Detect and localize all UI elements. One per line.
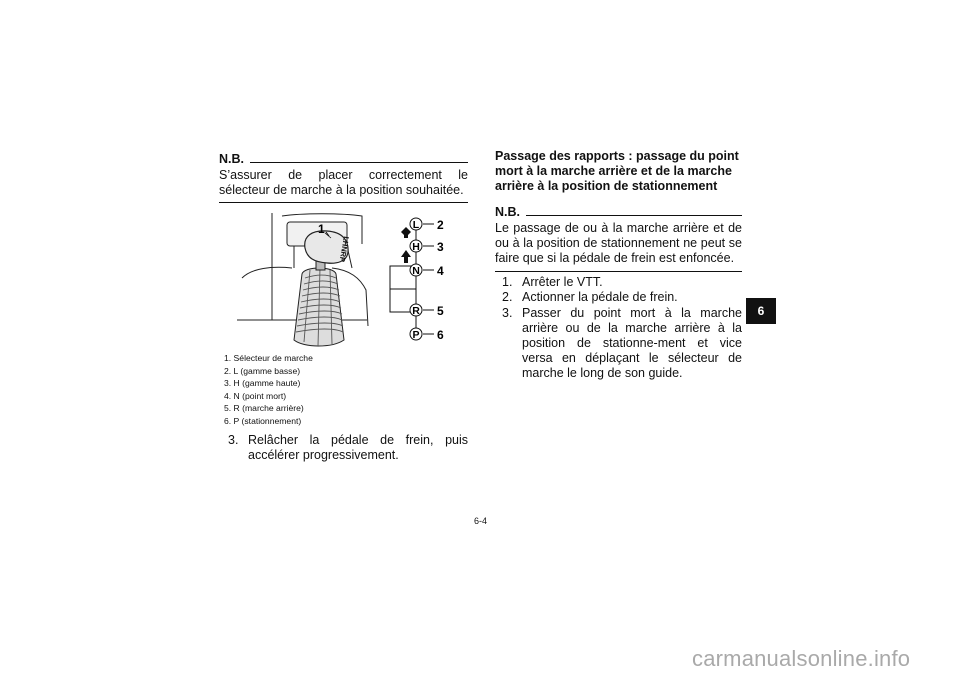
list-item	[228, 433, 468, 463]
chapter-tab	[746, 298, 776, 324]
legend-item: 5. R (marche arrière)	[224, 403, 304, 414]
gear-selector-illustration	[232, 208, 454, 354]
step-text: Relâcher la pédale de frein, puis accélérer progressivement.	[248, 433, 468, 463]
watermark: carmanualsonline.info	[692, 646, 911, 671]
gear-letter-r: R	[412, 305, 420, 317]
step-text: Arrêter le VTT.	[522, 275, 603, 290]
chapter-number: 6	[757, 304, 765, 318]
note-label: N.B.	[495, 204, 520, 219]
gear-letter-p: P	[412, 329, 420, 341]
gear-letter-h: H	[412, 241, 420, 253]
note-bottom-rule	[219, 202, 468, 203]
step-number: 3.	[502, 305, 513, 320]
callout-2: 2	[437, 218, 444, 232]
left-steps	[228, 433, 468, 463]
step-number: 3.	[228, 433, 239, 447]
right-note-head	[495, 205, 742, 219]
note-label: N.B.	[219, 152, 244, 166]
knob-pattern: LHNRP	[337, 235, 351, 263]
list-item	[502, 275, 742, 290]
callout-4: 4	[437, 264, 444, 278]
list-item	[502, 290, 742, 305]
callout-5: 5	[437, 304, 444, 318]
section-heading: Passage des rapports : passage du point mort à la marche arrière et de la marche arrière à la position de stationnement	[495, 149, 739, 194]
right-steps	[495, 275, 742, 381]
note-text: S’assurer de placer correctement le sélecteur de marche à la position souhaitée.	[219, 168, 468, 198]
step-text: Passer du point mort à la marche arrière ou de la marche arrière à la position de stationne-ment et vice versa en déplaçant le sélecteur de marche le long de son guide.	[522, 305, 742, 381]
legend-item: 1. Sélecteur de marche	[224, 353, 313, 363]
note-rule	[526, 215, 742, 216]
step-text: Actionner la pédale de frein.	[522, 290, 678, 305]
callout-6: 6	[437, 328, 444, 342]
legend-item: 2. L (gamme basse)	[224, 365, 301, 376]
page-number: 6-4	[474, 516, 488, 526]
callout-1: 1	[318, 222, 325, 236]
list-item	[502, 306, 742, 382]
step-number: 2.	[502, 290, 513, 305]
up-arrow-icon	[401, 227, 411, 263]
left-note	[219, 152, 468, 203]
note-text: Le passage de ou à la marche arrière et de ou à la position de stationnement ne peut se faire que si la pédale de frein est enfoncée.	[495, 220, 742, 266]
legend-item: 6. P (stationnement)	[224, 415, 302, 426]
gear-letter-n: N	[412, 265, 420, 277]
figure-legend	[224, 352, 313, 428]
note-bottom-rule	[495, 271, 742, 272]
right-column	[495, 149, 742, 382]
callout-3: 3	[437, 240, 444, 254]
step-number: 1.	[502, 275, 513, 290]
note-rule	[250, 162, 468, 163]
legend-item: 4. N (point mort)	[224, 390, 287, 401]
gear-letter-l: L	[412, 219, 420, 231]
legend-item: 3. H (gamme haute)	[224, 378, 301, 389]
